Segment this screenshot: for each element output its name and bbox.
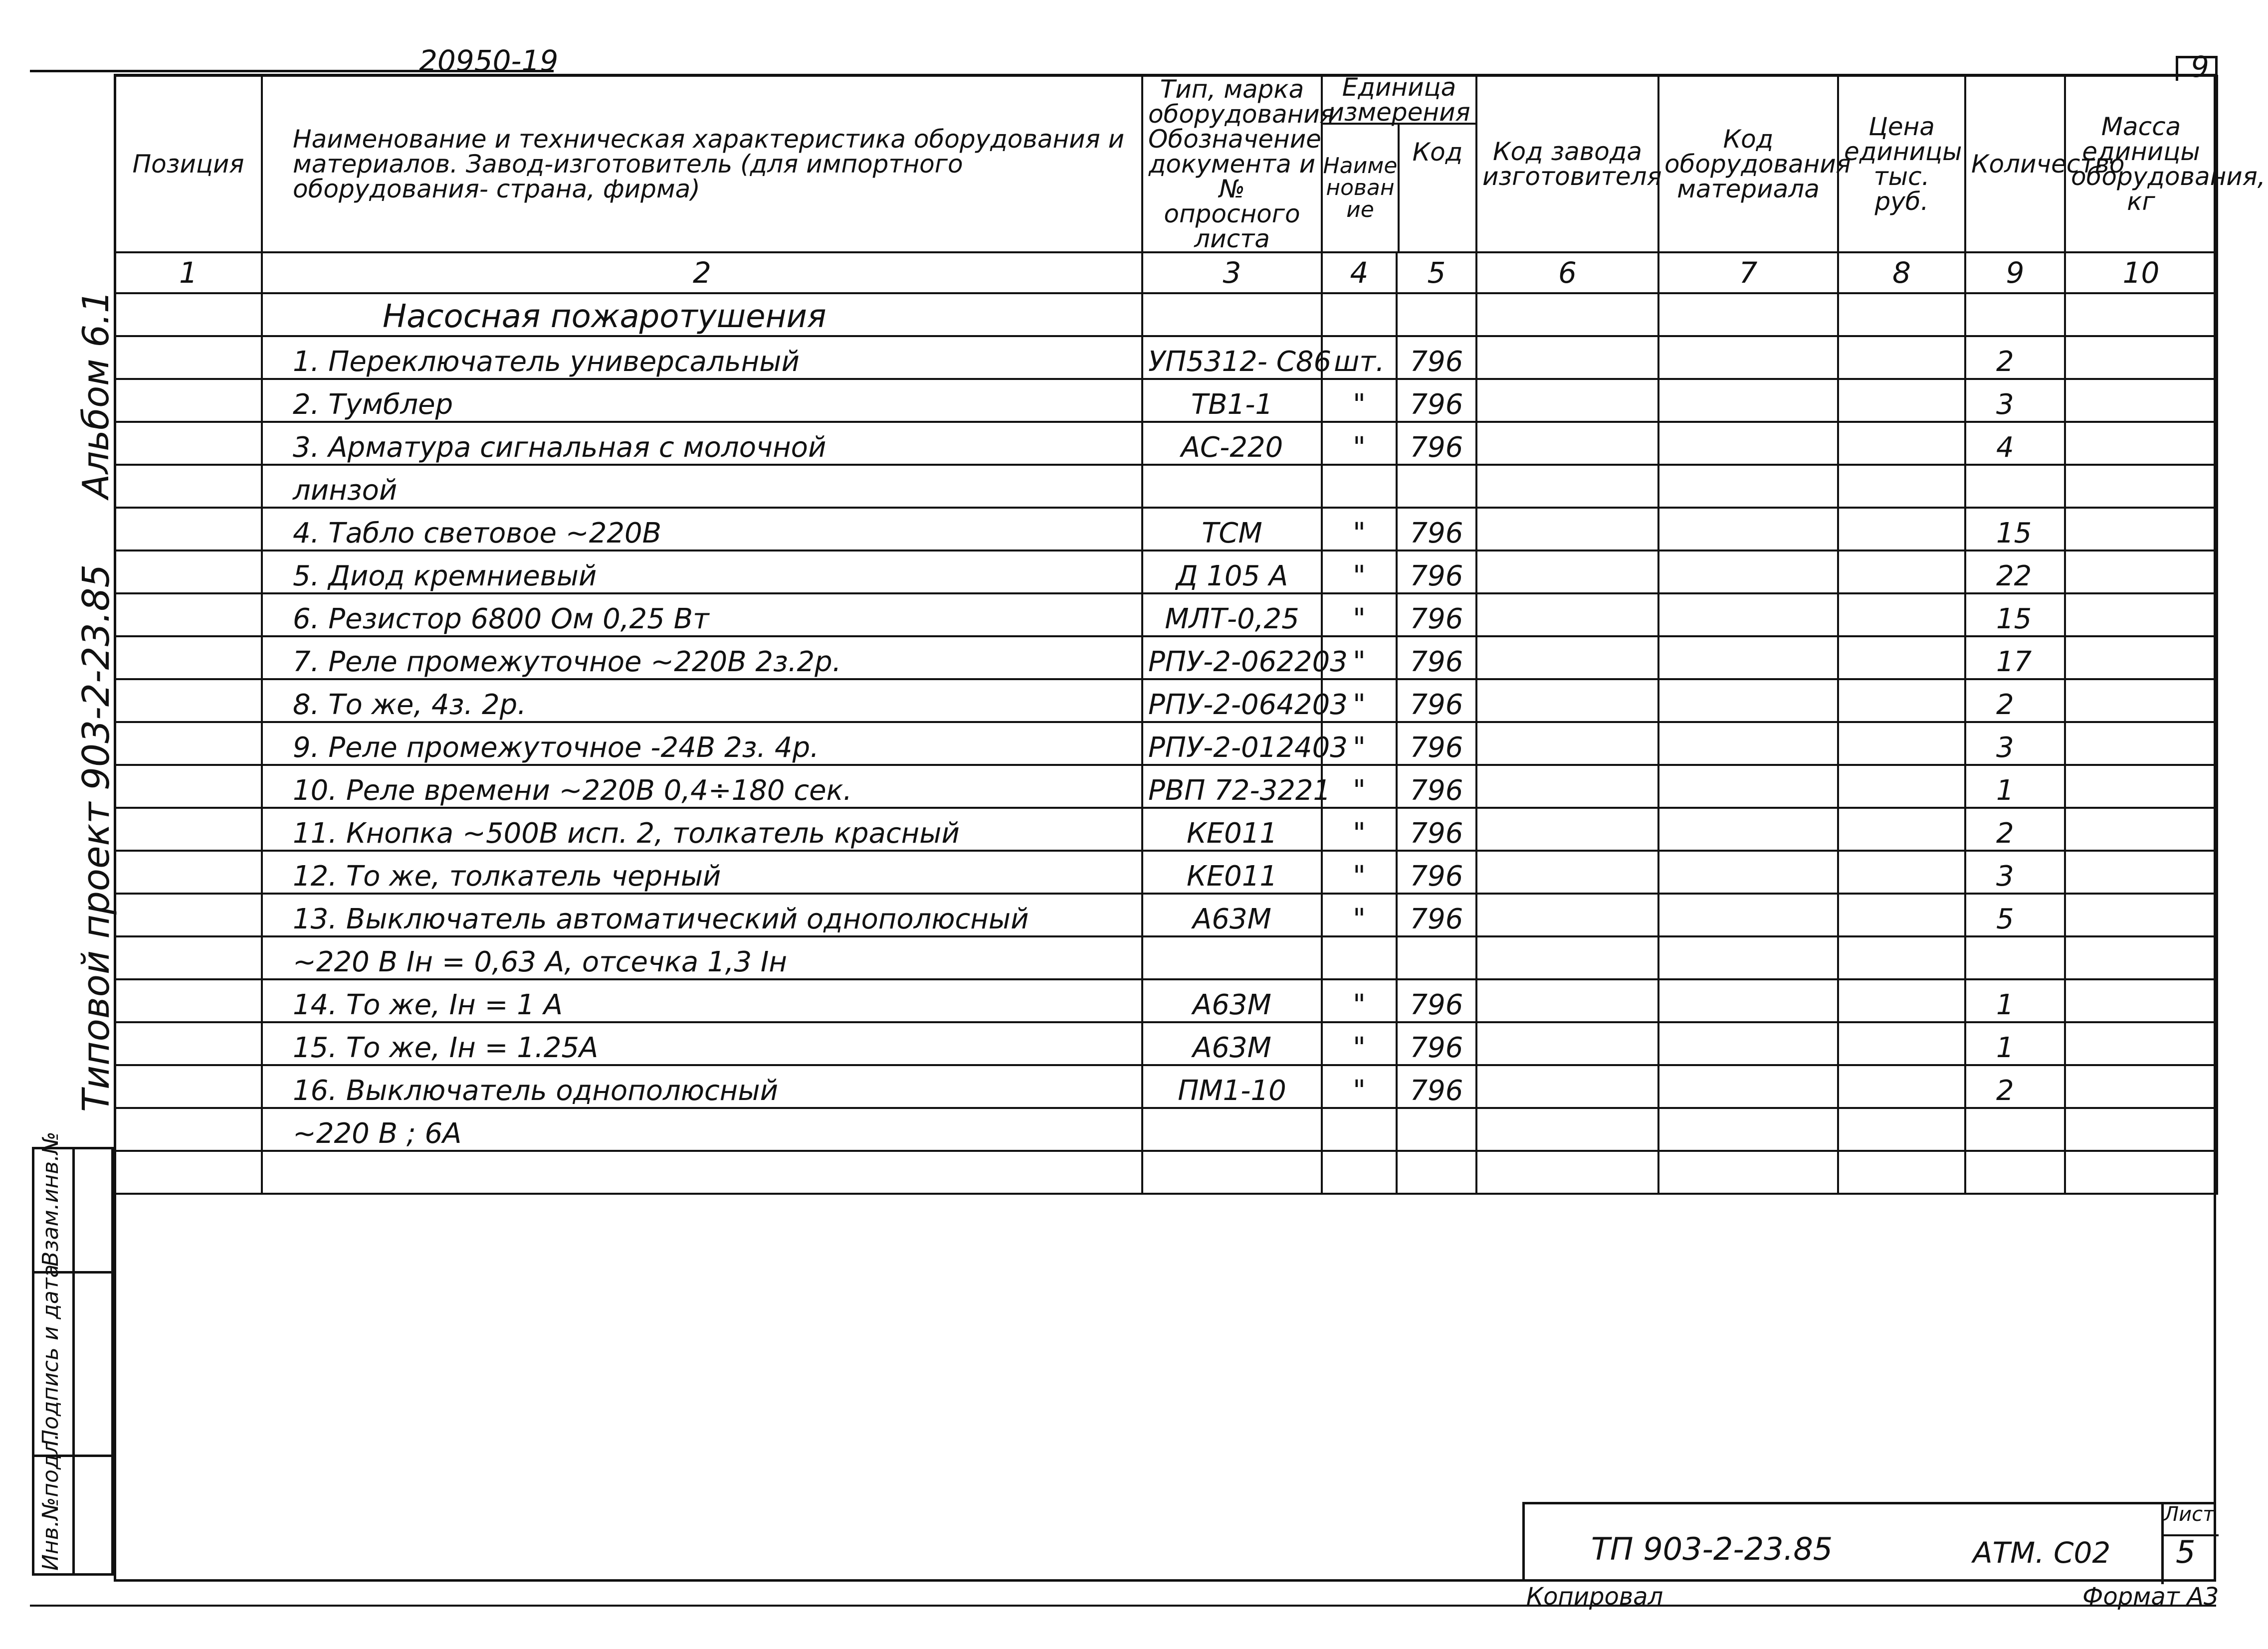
cell-qty: 1 <box>1965 765 2065 808</box>
cell-mass <box>2065 636 2217 679</box>
cell-price <box>1838 379 1965 422</box>
cell-qty: 5 <box>1965 894 2065 936</box>
sheet-corner-number: 9 <box>2191 50 2209 84</box>
cell-type: А63М <box>1142 894 1322 936</box>
cell-price <box>1838 1108 1965 1151</box>
cell-qty <box>1965 465 2065 508</box>
cell-price <box>1838 851 1965 894</box>
cell-price <box>1838 1065 1965 1108</box>
cell-equipment-code <box>1658 765 1838 808</box>
cell-qty: 3 <box>1965 851 2065 894</box>
cell-unit: " <box>1322 379 1397 422</box>
cell-type <box>1142 936 1322 979</box>
spec-table <box>114 73 2266 1195</box>
cell-unit: " <box>1322 679 1397 722</box>
cell-name: 15. То же, Iн = 1.25А <box>262 1022 1142 1065</box>
cell-mass <box>2065 679 2217 722</box>
table-row <box>115 465 2217 508</box>
cell-price <box>1838 1151 1965 1194</box>
cell-code: 796 <box>1397 1065 1476 1108</box>
cell-pos <box>115 1065 262 1108</box>
cell-equipment-code <box>1658 422 1838 465</box>
cell-unit <box>1322 936 1397 979</box>
table-row <box>115 293 2217 336</box>
cell-price <box>1838 422 1965 465</box>
cell-pos <box>115 979 262 1022</box>
cell-unit: " <box>1322 979 1397 1022</box>
table-row <box>115 1065 2217 1108</box>
cell-qty: 2 <box>1965 1065 2065 1108</box>
table-row <box>115 1022 2217 1065</box>
cell-equipment-code <box>1658 550 1838 593</box>
cell-type <box>1142 465 1322 508</box>
cell-unit: " <box>1322 722 1397 765</box>
cell-name: 6. Резистор 6800 Ом 0,25 Вт <box>262 593 1142 636</box>
cell-type: МЛТ-0,25 <box>1142 593 1322 636</box>
col-num-3: 3 <box>1142 252 1322 293</box>
table-row <box>115 722 2217 765</box>
cell-qty: 15 <box>1965 508 2065 550</box>
cell-unit <box>1322 1151 1397 1194</box>
cell-name: 4. Табло световое ~220В <box>262 508 1142 550</box>
header-factory-code: Код завода изготовителя <box>1476 76 1658 252</box>
cell-price <box>1838 508 1965 550</box>
cell-qty: 4 <box>1965 422 2065 465</box>
cell-factory-code <box>1476 465 1658 508</box>
cell-pos <box>115 1022 262 1065</box>
cell-factory-code <box>1476 722 1658 765</box>
cell-price <box>1838 550 1965 593</box>
col-num-9: 9 <box>1965 252 2065 293</box>
column-number-row <box>115 252 2217 293</box>
cell-price <box>1838 593 1965 636</box>
cell-price <box>1838 679 1965 722</box>
stamp-signature-date: Подпись и дата <box>38 1264 63 1446</box>
cell-price <box>1838 765 1965 808</box>
cell-pos <box>115 508 262 550</box>
cell-code: 796 <box>1397 508 1476 550</box>
cell-equipment-code <box>1658 293 1838 336</box>
cell-name <box>262 1151 1142 1194</box>
cell-mass <box>2065 508 2217 550</box>
cell-type: РПУ-2-012403 <box>1142 722 1322 765</box>
cell-unit: " <box>1322 593 1397 636</box>
cell-qty: 3 <box>1965 722 2065 765</box>
cell-unit: " <box>1322 636 1397 679</box>
cell-mass <box>2065 550 2217 593</box>
cell-price <box>1838 636 1965 679</box>
cell-factory-code <box>1476 550 1658 593</box>
cell-price <box>1838 293 1965 336</box>
cell-equipment-code <box>1658 465 1838 508</box>
cell-equipment-code <box>1658 1151 1838 1194</box>
col-num-6: 6 <box>1476 252 1658 293</box>
cell-type: А63М <box>1142 979 1322 1022</box>
cell-equipment-code <box>1658 1108 1838 1151</box>
cell-price <box>1838 465 1965 508</box>
cell-pos <box>115 765 262 808</box>
table-row <box>115 636 2217 679</box>
cell-unit: " <box>1322 1022 1397 1065</box>
cell-name: ~220 В Iн = 0,63 А, отсечка 1,3 Iн <box>262 936 1142 979</box>
col-num-8: 8 <box>1838 252 1965 293</box>
cell-name: 3. Арматура сигнальная с молочной <box>262 422 1142 465</box>
cell-equipment-code <box>1658 979 1838 1022</box>
cell-factory-code <box>1476 765 1658 808</box>
cell-factory-code <box>1476 336 1658 379</box>
cell-unit: " <box>1322 808 1397 851</box>
cell-type: А63М <box>1142 1022 1322 1065</box>
cell-code <box>1397 1108 1476 1151</box>
cell-unit: " <box>1322 422 1397 465</box>
cell-unit: " <box>1322 894 1397 936</box>
cell-name: 11. Кнопка ~500В исп. 2, толкатель красный <box>262 808 1142 851</box>
cell-pos <box>115 293 262 336</box>
cell-mass <box>2065 1151 2217 1194</box>
cell-qty: 2 <box>1965 336 2065 379</box>
header-price: Цена единицы тыс. руб. <box>1838 76 1965 252</box>
cell-code: 796 <box>1397 422 1476 465</box>
col-num-2: 2 <box>262 252 1142 293</box>
cell-mass <box>2065 379 2217 422</box>
cell-qty: 17 <box>1965 636 2065 679</box>
cell-pos <box>115 593 262 636</box>
cell-code <box>1397 293 1476 336</box>
footer-format: Формат А3 <box>2082 1583 2219 1611</box>
cell-factory-code <box>1476 1108 1658 1151</box>
footer-copied: Копировал <box>1526 1583 1663 1611</box>
cell-pos <box>115 894 262 936</box>
cell-equipment-code <box>1658 1022 1838 1065</box>
cell-mass <box>2065 894 2217 936</box>
cell-code: 796 <box>1397 636 1476 679</box>
title-sheet-number: 5 <box>2176 1534 2196 1570</box>
cell-qty <box>1965 1108 2065 1151</box>
cell-mass <box>2065 593 2217 636</box>
cell-pos <box>115 808 262 851</box>
stamp-replaces-inv: Взам.инв.№ <box>38 1131 63 1267</box>
cell-qty: 1 <box>1965 1022 2065 1065</box>
cell-qty: 22 <box>1965 550 2065 593</box>
cell-equipment-code <box>1658 722 1838 765</box>
header-quantity: Количество <box>1965 76 2065 252</box>
cell-mass <box>2065 979 2217 1022</box>
cell-type <box>1142 293 1322 336</box>
cell-qty: 15 <box>1965 593 2065 636</box>
cell-qty: 1 <box>1965 979 2065 1022</box>
cell-type: АС-220 <box>1142 422 1322 465</box>
cell-code <box>1397 936 1476 979</box>
header-unit-code: Код <box>1412 138 1463 167</box>
header-unit-name: Наименование <box>1323 125 1400 251</box>
cell-unit: " <box>1322 550 1397 593</box>
cell-factory-code <box>1476 894 1658 936</box>
cell-name: 7. Реле промежуточное ~220В 2з.2р. <box>262 636 1142 679</box>
cell-pos <box>115 936 262 979</box>
table-row <box>115 979 2217 1022</box>
cell-name: линзой <box>262 465 1142 508</box>
cell-type: Д 105 А <box>1142 550 1322 593</box>
cell-factory-code <box>1476 808 1658 851</box>
cell-factory-code <box>1476 1022 1658 1065</box>
cell-name: 9. Реле промежуточное -24В 2з. 4р. <box>262 722 1142 765</box>
cell-pos <box>115 550 262 593</box>
cell-equipment-code <box>1658 336 1838 379</box>
stamp-inv-orig: Инв.№подл. <box>38 1433 63 1571</box>
cell-type: РПУ-2-064203 <box>1142 679 1322 722</box>
header-name: Наименование и техническая характеристика оборудования и материалов. Завод-изготовитель (для импортного оборудования- страна, фирма) <box>262 76 1142 252</box>
cell-code: 796 <box>1397 379 1476 422</box>
cell-pos <box>115 1108 262 1151</box>
cell-equipment-code <box>1658 636 1838 679</box>
cell-factory-code <box>1476 379 1658 422</box>
cell-qty <box>1965 293 2065 336</box>
header-mass: Масса единицы оборудования, кг <box>2065 76 2217 252</box>
cell-price <box>1838 808 1965 851</box>
table-row <box>115 936 2217 979</box>
cell-pos <box>115 465 262 508</box>
cell-pos <box>115 679 262 722</box>
cell-mass <box>2065 722 2217 765</box>
title-album-code: АТМ. С02 <box>1973 1536 2111 1570</box>
cell-factory-code <box>1476 851 1658 894</box>
cell-qty: 3 <box>1965 379 2065 422</box>
cell-mass <box>2065 1065 2217 1108</box>
cell-code: 796 <box>1397 851 1476 894</box>
col-num-10: 10 <box>2065 252 2217 293</box>
cell-mass <box>2065 765 2217 808</box>
cell-mass <box>2065 422 2217 465</box>
cell-price <box>1838 979 1965 1022</box>
cell-name: 2. Тумблер <box>262 379 1142 422</box>
table-row <box>115 508 2217 550</box>
title-sheet-label: Лист <box>2164 1503 2215 1526</box>
doc-number-top: 20950-19 <box>419 44 559 78</box>
side-stamp-divider-v <box>72 1149 75 1573</box>
cell-factory-code <box>1476 679 1658 722</box>
cell-type: РВП 72-3221 <box>1142 765 1322 808</box>
header-unit-title: Единица измерения <box>1323 77 1475 125</box>
table-row <box>115 550 2217 593</box>
bottom-rule <box>30 1605 2216 1607</box>
cell-mass <box>2065 293 2217 336</box>
col-num-5: 5 <box>1397 252 1476 293</box>
cell-factory-code <box>1476 508 1658 550</box>
cell-code: 796 <box>1397 550 1476 593</box>
header-equipment-code: Код оборудования материала <box>1658 76 1838 252</box>
cell-type: ТВ1-1 <box>1142 379 1322 422</box>
cell-equipment-code <box>1658 808 1838 851</box>
cell-pos <box>115 1151 262 1194</box>
cell-qty: 2 <box>1965 679 2065 722</box>
table-row <box>115 679 2217 722</box>
table-row <box>115 379 2217 422</box>
cell-factory-code <box>1476 293 1658 336</box>
cell-type: КЕ011 <box>1142 851 1322 894</box>
cell-equipment-code <box>1658 379 1838 422</box>
cell-unit: " <box>1322 765 1397 808</box>
cell-code: 796 <box>1397 808 1476 851</box>
table-row <box>115 336 2217 379</box>
cell-code: 796 <box>1397 336 1476 379</box>
table-row <box>115 422 2217 465</box>
header-position: Позиция <box>115 76 262 252</box>
cell-qty: 2 <box>1965 808 2065 851</box>
header-unit-group <box>1322 73 1476 252</box>
cell-price <box>1838 894 1965 936</box>
title-designation: ТП 903-2-23.85 <box>1591 1531 1833 1567</box>
table-body <box>115 293 2217 1194</box>
col-num-4: 4 <box>1322 252 1397 293</box>
cell-equipment-code <box>1658 936 1838 979</box>
cell-type: УП5312- С86 <box>1142 336 1322 379</box>
cell-equipment-code <box>1658 851 1838 894</box>
table-row <box>115 593 2217 636</box>
cell-qty <box>1965 1151 2065 1194</box>
cell-code: 796 <box>1397 765 1476 808</box>
cell-unit: " <box>1322 851 1397 894</box>
header-row <box>115 76 2217 252</box>
cell-factory-code <box>1476 1151 1658 1194</box>
cell-factory-code <box>1476 1065 1658 1108</box>
cell-equipment-code <box>1658 1065 1838 1108</box>
cell-type <box>1142 1151 1322 1194</box>
cell-mass <box>2065 336 2217 379</box>
cell-pos <box>115 722 262 765</box>
cell-name: Насосная пожаротушения <box>262 293 1142 336</box>
table-row <box>115 894 2217 936</box>
cell-type: ПМ1-10 <box>1142 1065 1322 1108</box>
cell-equipment-code <box>1658 593 1838 636</box>
cell-unit <box>1322 1108 1397 1151</box>
cell-price <box>1838 1022 1965 1065</box>
cell-name: 1. Переключатель универсальный <box>262 336 1142 379</box>
cell-name: 16. Выключатель однополюсный <box>262 1065 1142 1108</box>
cell-pos <box>115 851 262 894</box>
col-num-7: 7 <box>1658 252 1838 293</box>
cell-equipment-code <box>1658 508 1838 550</box>
cell-unit: " <box>1322 1065 1397 1108</box>
cell-unit <box>1322 293 1397 336</box>
cell-code: 796 <box>1397 1022 1476 1065</box>
table-row <box>115 1108 2217 1151</box>
cell-factory-code <box>1476 422 1658 465</box>
cell-unit <box>1322 465 1397 508</box>
cell-code: 796 <box>1397 593 1476 636</box>
cell-pos <box>115 379 262 422</box>
cell-mass <box>2065 1022 2217 1065</box>
cell-code <box>1397 465 1476 508</box>
cell-name: 10. Реле времени ~220В 0,4÷180 сек. <box>262 765 1142 808</box>
cell-equipment-code <box>1658 894 1838 936</box>
cell-equipment-code <box>1658 679 1838 722</box>
cell-mass <box>2065 1108 2217 1151</box>
cell-pos <box>115 636 262 679</box>
cell-type: ТСМ <box>1142 508 1322 550</box>
cell-qty <box>1965 936 2065 979</box>
cell-name: 12. То же, толкатель черный <box>262 851 1142 894</box>
cell-pos <box>115 422 262 465</box>
cell-name: ~220 В ; 6А <box>262 1108 1142 1151</box>
cell-pos <box>115 336 262 379</box>
cell-unit: " <box>1322 508 1397 550</box>
cell-unit: шт. <box>1322 336 1397 379</box>
cell-price <box>1838 936 1965 979</box>
cell-code: 796 <box>1397 979 1476 1022</box>
cell-factory-code <box>1476 593 1658 636</box>
cell-type: РПУ-2-062203 <box>1142 636 1322 679</box>
cell-mass <box>2065 936 2217 979</box>
cell-code <box>1397 1151 1476 1194</box>
cell-name: 13. Выключатель автоматический однополюсный <box>262 894 1142 936</box>
cell-factory-code <box>1476 936 1658 979</box>
project-label: Типовой проект 903-2-23.85 <box>75 564 118 1112</box>
cell-factory-code <box>1476 636 1658 679</box>
table-row <box>115 851 2217 894</box>
cell-type: КЕ011 <box>1142 808 1322 851</box>
cell-mass <box>2065 465 2217 508</box>
cell-name: 8. То же, 4з. 2р. <box>262 679 1142 722</box>
cell-price <box>1838 722 1965 765</box>
cell-code: 796 <box>1397 894 1476 936</box>
cell-mass <box>2065 808 2217 851</box>
cell-name: 5. Диод кремниевый <box>262 550 1142 593</box>
table-row <box>115 1151 2217 1194</box>
col-num-1: 1 <box>115 252 262 293</box>
cell-mass <box>2065 851 2217 894</box>
cell-factory-code <box>1476 979 1658 1022</box>
table-row <box>115 808 2217 851</box>
cell-name: 14. То же, Iн = 1 А <box>262 979 1142 1022</box>
cell-price <box>1838 336 1965 379</box>
cell-code: 796 <box>1397 679 1476 722</box>
table-row <box>115 765 2217 808</box>
cell-code: 796 <box>1397 722 1476 765</box>
cell-type <box>1142 1108 1322 1151</box>
header-type: Тип, марка оборудования Обозначение документа и № опросного листа <box>1142 76 1322 252</box>
album-label: Альбом 6.1 <box>75 290 117 499</box>
